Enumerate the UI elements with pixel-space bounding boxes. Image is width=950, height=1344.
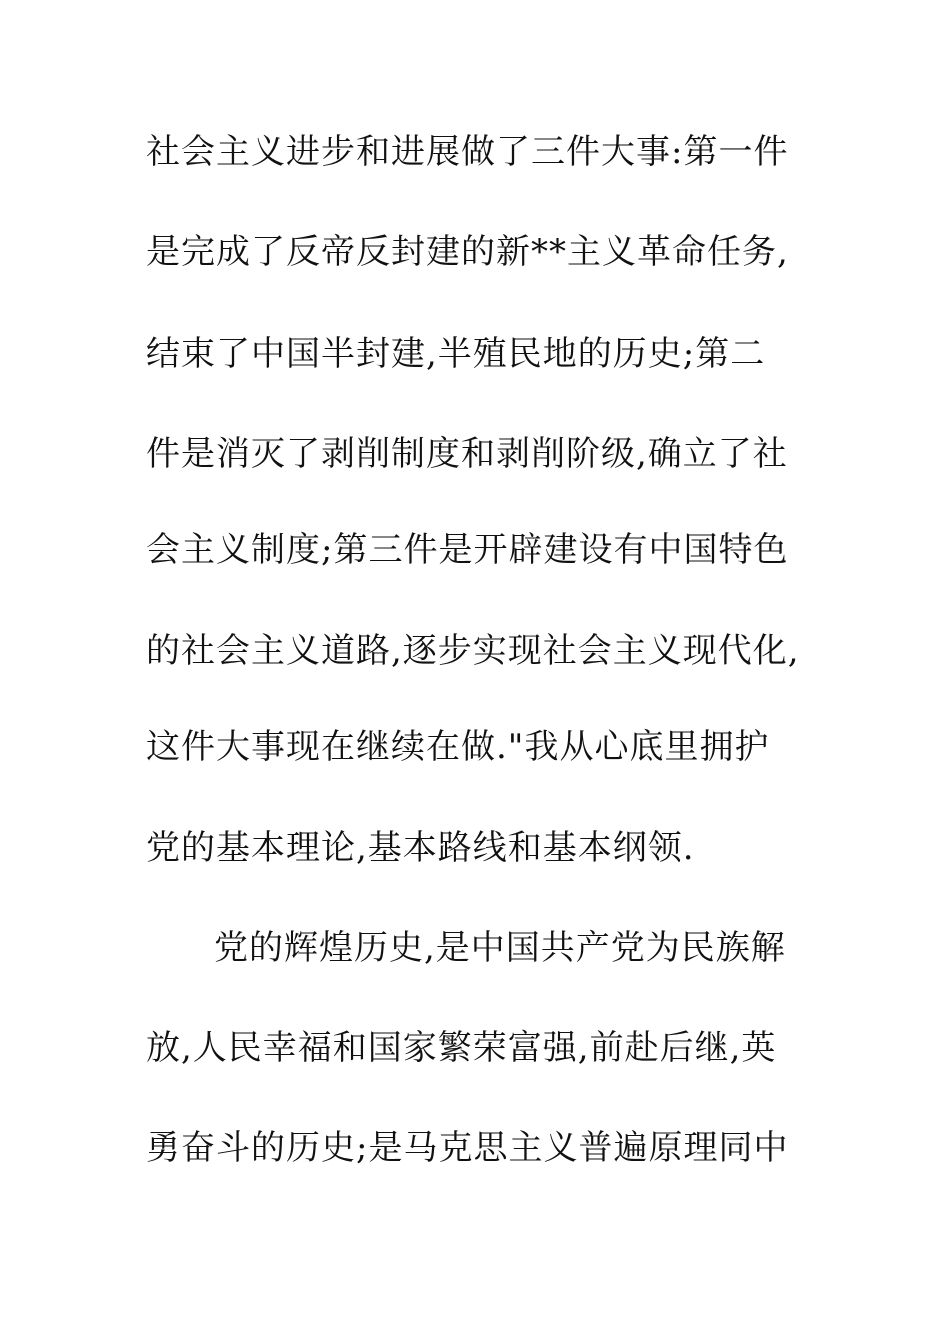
paragraph-first-line: 党的辉煌历史,是中国共产党为民族解: [214, 928, 786, 968]
text-line: 这件大事现在继续在做."我从心底里拥护: [146, 727, 770, 767]
text-line: 的社会主义道路,逐步实现社会主义现代化,: [146, 631, 800, 671]
text-line: 件是消灭了剥削制度和剥削阶级,确立了社: [146, 434, 788, 474]
text-line: 会主义制度;第三件是开辟建设有中国特色: [146, 530, 789, 570]
text-line: 放,人民幸福和国家繁荣富强,前赴后继,英: [146, 1028, 777, 1068]
text-line: 结束了中国半封建,半殖民地的历史;第二: [146, 334, 766, 374]
text-line: 是完成了反帝反封建的新**主义革命任务,: [146, 232, 789, 272]
text-line: 勇奋斗的历史;是马克思主义普遍原理同中: [146, 1128, 789, 1168]
text-line: 党的基本理论,基本路线和基本纲领.: [146, 828, 695, 868]
text-line: 社会主义进步和进展做了三件大事:第一件: [146, 132, 789, 172]
